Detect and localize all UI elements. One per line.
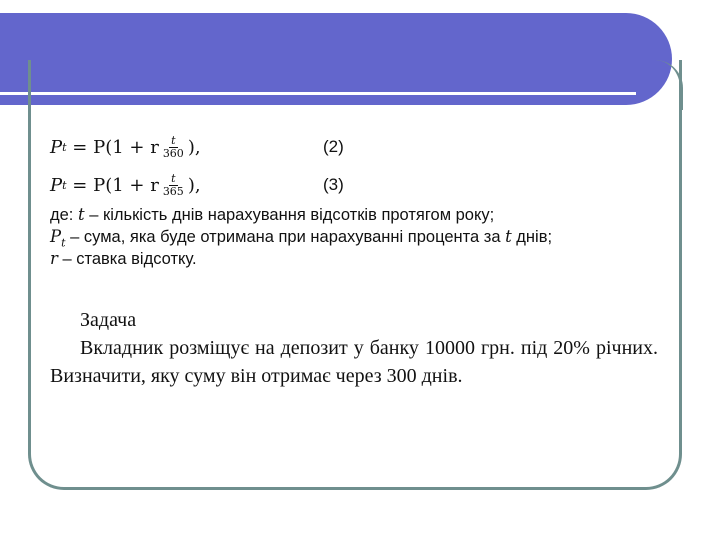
definition-pt-sub: t [61, 236, 66, 250]
formula-2-frac-den: 360 [162, 146, 184, 160]
formula-2-rhs-prefix: = P(1 + r [72, 136, 159, 158]
formula-3-lhs-sub: t [62, 178, 67, 192]
definition-pt-text: – сума, яка буде отримана при нарахуванні процента за [65, 228, 506, 246]
formula-2-fraction [161, 135, 186, 160]
formula-3 [50, 173, 201, 198]
formula-3-rhs-suffix: ), [187, 174, 201, 196]
content-frame [28, 60, 682, 490]
formula-3-frac-num: t [171, 171, 176, 185]
definition-t [50, 204, 660, 226]
formula-block [50, 128, 660, 270]
formula-3-number: (3) [323, 175, 344, 194]
task-block [50, 306, 658, 390]
formula-row-3 [50, 166, 660, 204]
formula-3-rhs-prefix: = P(1 + r [72, 174, 159, 196]
formula-row-2 [50, 128, 660, 166]
definition-pt-var2: t [505, 227, 512, 246]
definition-t-prefix: де: [50, 206, 78, 224]
task-text: Вкладник розміщує на депозит у банку 10000 грн. під 20% річних. Визначити, яку суму він отримає через 300 днів. [50, 337, 658, 387]
definition-r-var: r [50, 249, 58, 268]
formula-3-frac-den: 365 [162, 184, 184, 198]
formula-2-lhs-sub: t [62, 140, 67, 154]
formula-2-frac-num: t [171, 133, 176, 147]
task-title: Задача [80, 309, 137, 331]
formula-2 [50, 135, 201, 160]
definition-pt-var: P [50, 227, 62, 246]
formula-3-lhs: P [50, 174, 63, 196]
definition-pt-end: днів; [511, 228, 553, 246]
formula-2-lhs: P [50, 136, 63, 158]
definition-r [50, 248, 660, 270]
definition-pt [50, 226, 660, 248]
formula-2-number: (2) [323, 137, 344, 156]
formula-2-rhs-suffix: ), [187, 136, 201, 158]
definition-t-text: – кількість днів нарахування відсотків протягом року; [84, 206, 495, 224]
definition-r-text: – ставка відсотку. [57, 250, 197, 268]
formula-3-fraction [161, 173, 186, 198]
definition-t-var: t [77, 205, 85, 224]
